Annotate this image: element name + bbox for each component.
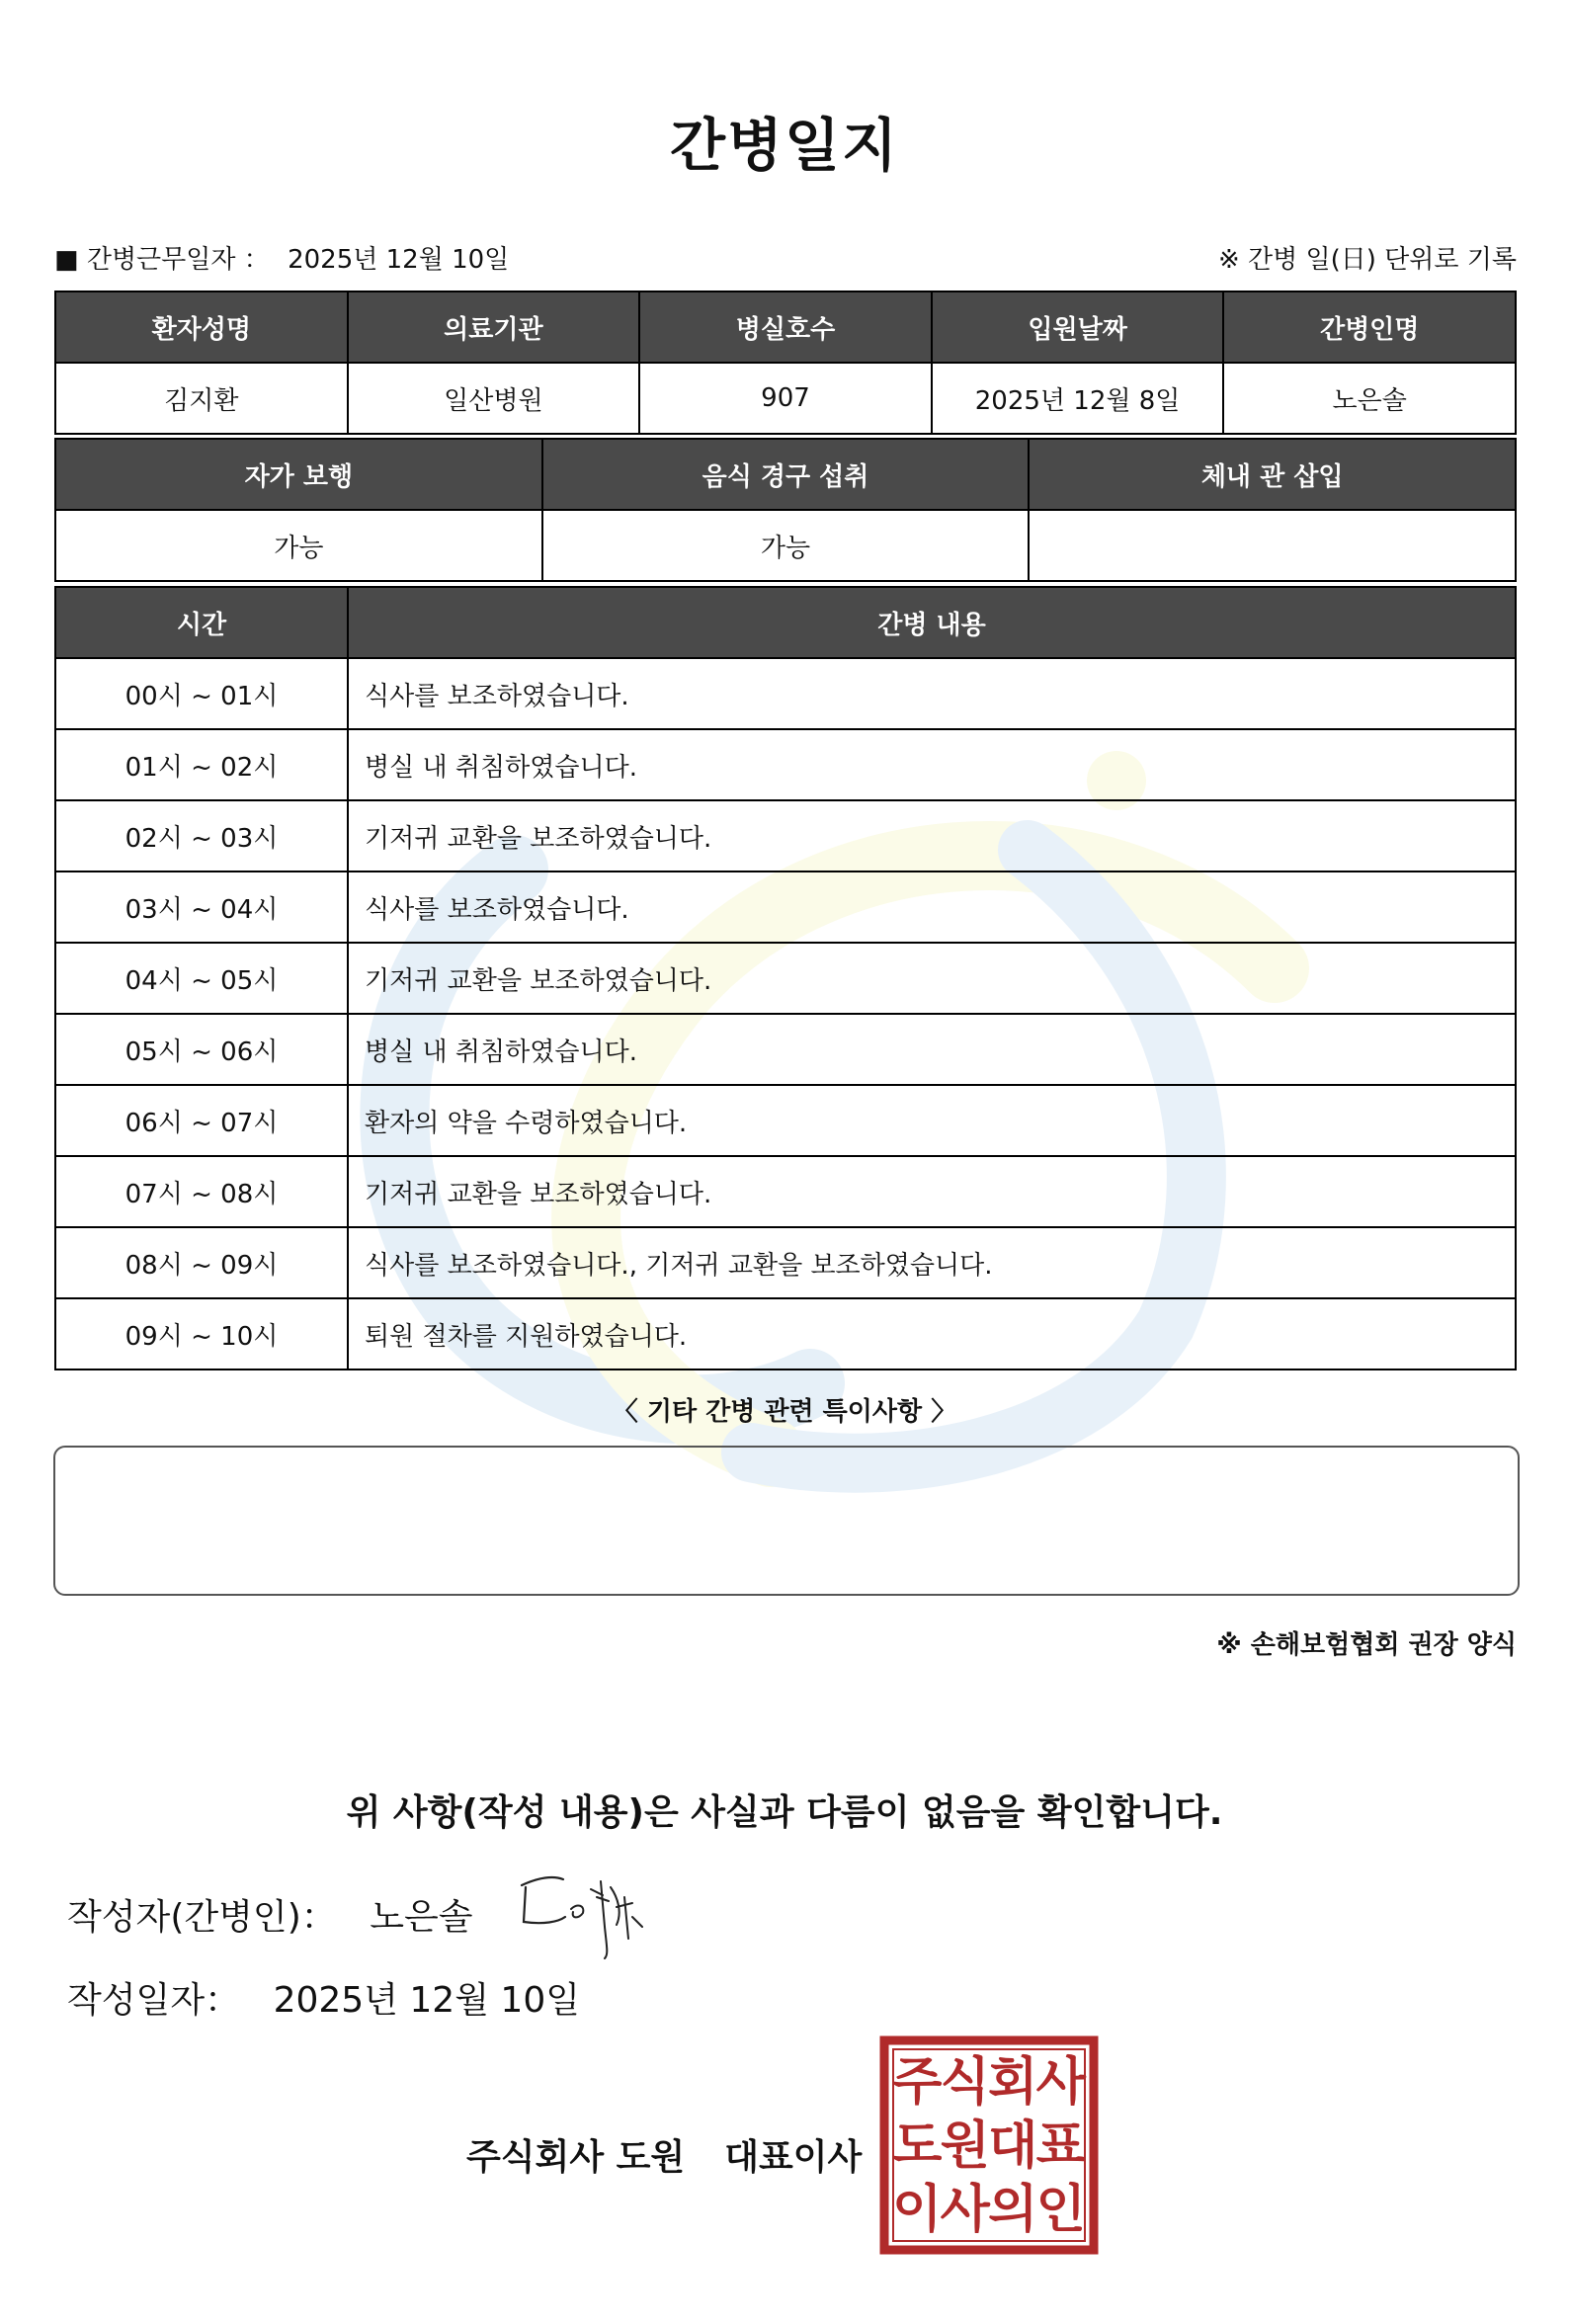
patient-info-table — [54, 290, 1517, 435]
patient-name: 김지환 — [55, 363, 348, 434]
content-cell: 기저귀 교환을 보조하였습니다. — [348, 1156, 1516, 1227]
company-name: 주식회사 도원 — [466, 2137, 686, 2178]
written-date-label: 작성일자： — [67, 1980, 241, 2021]
tube-insertion-value — [1029, 510, 1516, 581]
time-cell: 09시 ~ 10시 — [55, 1298, 348, 1370]
table-row — [55, 729, 1516, 800]
time-cell: 02시 ~ 03시 — [55, 800, 348, 872]
form-source-note: ※ 손해보험협회 권장 양식 — [1216, 1630, 1517, 1660]
content-cell: 병실 내 취침하였습니다. — [348, 1014, 1516, 1085]
header-caregiver-name: 간병인명 — [1223, 291, 1516, 363]
patient-info-value-row — [55, 363, 1516, 434]
content-cell: 식사를 보조하였습니다. — [348, 872, 1516, 943]
status-header-row — [55, 439, 1516, 510]
company-seal — [879, 2035, 1099, 2255]
content-cell: 병실 내 취침하였습니다. — [348, 729, 1516, 800]
content-cell: 식사를 보조하였습니다. — [348, 658, 1516, 729]
patient-status-table — [54, 438, 1517, 582]
written-date-row — [67, 1972, 580, 2023]
work-date — [54, 239, 509, 276]
table-row — [55, 1156, 1516, 1227]
content-cell: 기저귀 교환을 보조하였습니다. — [348, 943, 1516, 1014]
svg-text:사: 사 — [940, 2180, 990, 2240]
table-row — [55, 872, 1516, 943]
patient-info-header-row — [55, 291, 1516, 363]
admission-date: 2025년 12월 8일 — [932, 363, 1224, 434]
time-cell: 00시 ~ 01시 — [55, 658, 348, 729]
svg-text:원: 원 — [940, 2116, 990, 2176]
svg-text:인: 인 — [1035, 2180, 1086, 2240]
time-cell: 01시 ~ 02시 — [55, 729, 348, 800]
header-time: 시간 — [55, 587, 348, 658]
svg-text:표: 표 — [1035, 2116, 1086, 2176]
meta-row — [54, 239, 1517, 275]
caregiver-name: 노은솔 — [1223, 363, 1516, 434]
table-row — [55, 658, 1516, 729]
handwritten-signature — [514, 1868, 647, 1961]
work-date-value: 2025년 12월 10일 — [288, 245, 510, 275]
header-patient-name: 환자성명 — [55, 291, 348, 363]
header-care-content: 간병 내용 — [348, 587, 1516, 658]
table-row — [55, 943, 1516, 1014]
header-room-number: 병실호수 — [639, 291, 932, 363]
self-walking-value: 가능 — [55, 510, 542, 581]
time-cell: 08시 ~ 09시 — [55, 1227, 348, 1298]
remarks-box — [53, 1446, 1520, 1596]
time-cell: 07시 ~ 08시 — [55, 1156, 348, 1227]
svg-text:도: 도 — [892, 2116, 943, 2176]
time-cell: 06시 ~ 07시 — [55, 1085, 348, 1156]
table-row — [55, 800, 1516, 872]
header-oral-intake: 음식 경구 섭취 — [542, 439, 1030, 510]
header-self-walking: 자가 보행 — [55, 439, 542, 510]
author-name: 노은솔 — [370, 1897, 473, 1938]
table-row — [55, 1227, 1516, 1298]
time-cell: 05시 ~ 06시 — [55, 1014, 348, 1085]
representative-title: 대표이사 — [724, 2137, 863, 2178]
care-log-header-row — [55, 587, 1516, 658]
work-date-label: ■ 간병근무일자 ： — [54, 245, 270, 275]
author-label: 작성자(간병인)： — [67, 1897, 337, 1938]
written-date-value: 2025년 12월 10일 — [273, 1980, 581, 2021]
confirmation-statement: 위 사항(작성 내용)은 사실과 다름이 없음을 확인합니다. — [346, 1792, 1223, 1833]
svg-text:사: 사 — [1035, 2052, 1086, 2113]
author-row — [67, 1889, 473, 1940]
svg-text:이: 이 — [892, 2180, 943, 2240]
table-row — [55, 1014, 1516, 1085]
oral-intake-value: 가능 — [542, 510, 1030, 581]
time-cell: 03시 ~ 04시 — [55, 872, 348, 943]
header-hospital: 의료기관 — [348, 291, 640, 363]
care-log-table — [54, 586, 1517, 1370]
svg-text:회: 회 — [988, 2052, 1038, 2113]
room-number: 907 — [639, 363, 932, 434]
svg-text:주: 주 — [892, 2052, 943, 2113]
table-row — [55, 1085, 1516, 1156]
record-unit-note: ※ 간병 일(日) 단위로 기록 — [1217, 245, 1517, 275]
document-title: 간병일지 — [669, 112, 900, 179]
content-cell: 식사를 보조하였습니다., 기저귀 교환을 보조하였습니다. — [348, 1227, 1516, 1298]
company-signature-line — [466, 2129, 862, 2180]
svg-text:식: 식 — [940, 2052, 990, 2113]
remarks-title: 〈 기타 간병 관련 특이사항 〉 — [612, 1397, 957, 1427]
header-admission-date: 입원날짜 — [932, 291, 1224, 363]
svg-text:의: 의 — [988, 2180, 1038, 2240]
time-cell: 04시 ~ 05시 — [55, 943, 348, 1014]
status-value-row — [55, 510, 1516, 581]
content-cell: 퇴원 절차를 지원하였습니다. — [348, 1298, 1516, 1370]
svg-text:대: 대 — [988, 2116, 1038, 2176]
content-cell: 환자의 약을 수령하였습니다. — [348, 1085, 1516, 1156]
content-cell: 기저귀 교환을 보조하였습니다. — [348, 800, 1516, 872]
header-tube-insertion: 체내 관 삽입 — [1029, 439, 1516, 510]
hospital-name: 일산병원 — [348, 363, 640, 434]
table-row — [55, 1298, 1516, 1370]
